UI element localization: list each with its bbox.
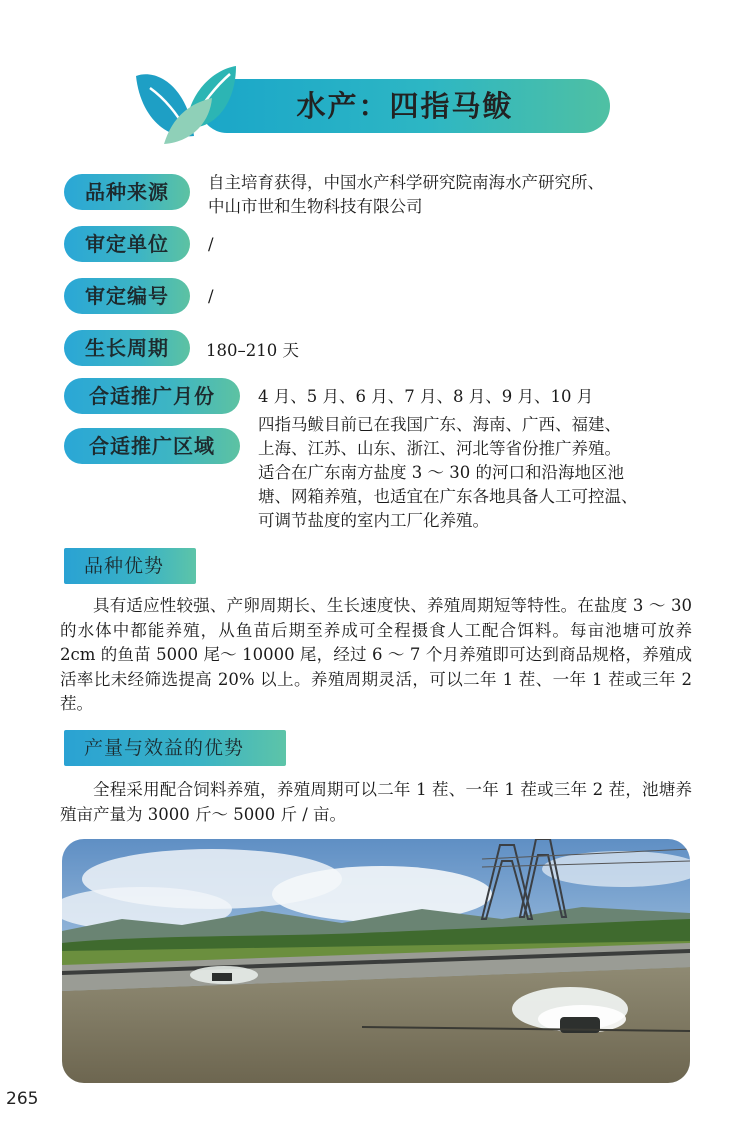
label-variety-source: 品种来源 (64, 174, 190, 210)
label-promotion-months: 合适推广月份 (64, 378, 240, 414)
value-approval-number: / (208, 287, 214, 306)
value-approval-unit: / (208, 235, 214, 254)
page-title: 水产：四指马鲅 (296, 89, 514, 123)
label-promotion-region: 合适推广区域 (64, 428, 240, 464)
value-growth-cycle: 180–210 天 (206, 341, 299, 360)
aquaculture-pond-photo (62, 839, 690, 1083)
value-variety-source: 自主培育获得，中国水产科学研究院南海水产研究所、 中山市世和生物科技有限公司 (208, 173, 604, 216)
label-approval-number: 审定编号 (64, 278, 190, 314)
section-heading-variety-advantage: 品种优势 (64, 548, 196, 584)
value-promotion-region: 四指马鲅目前已在我国广东、海南、广西、福建、 上海、江苏、山东、浙江、河北等省份推广养殖。 适合在广东南方盐度 3 ～ 30 的河口和沿海地区池 塘、网箱养殖，也适宜在广东各地具备人工可控温、 可调节盐度的室内工厂化养殖。 (258, 415, 638, 530)
page-number: 265 (6, 1089, 39, 1109)
label-growth-cycle: 生长周期 (64, 330, 190, 366)
section-body-variety-advantage: 具有适应性较强、产卵周期长、生长速度快、养殖周期短等特性。在盐度 3 ～ 30 的水体中都能养殖，从鱼苗后期至养成可全程摄食人工配合饵料。每亩池塘可放养 2cm 的鱼苗 5000 尾～ 10000 尾，经过 6 ～ 7 个月养殖即可达到商品规格，养殖成活率比未经筛选提高 20% 以上。养殖周期灵活，可以二年 1 茬、一年 1 茬或三年 2 茬。 (60, 596, 692, 714)
section-body-yield-advantage: 全程采用配合饲料养殖，养殖周期可以二年 1 茬、一年 1 茬或三年 2 茬，池塘养殖亩产量为 3000 斤～ 5000 斤 / 亩。 (60, 780, 692, 824)
label-approval-unit: 审定单位 (64, 226, 190, 262)
section-heading-yield-advantage: 产量与效益的优势 (64, 730, 286, 766)
value-promotion-months: 4 月、5 月、6 月、7 月、8 月、9 月、10 月 (258, 387, 594, 406)
